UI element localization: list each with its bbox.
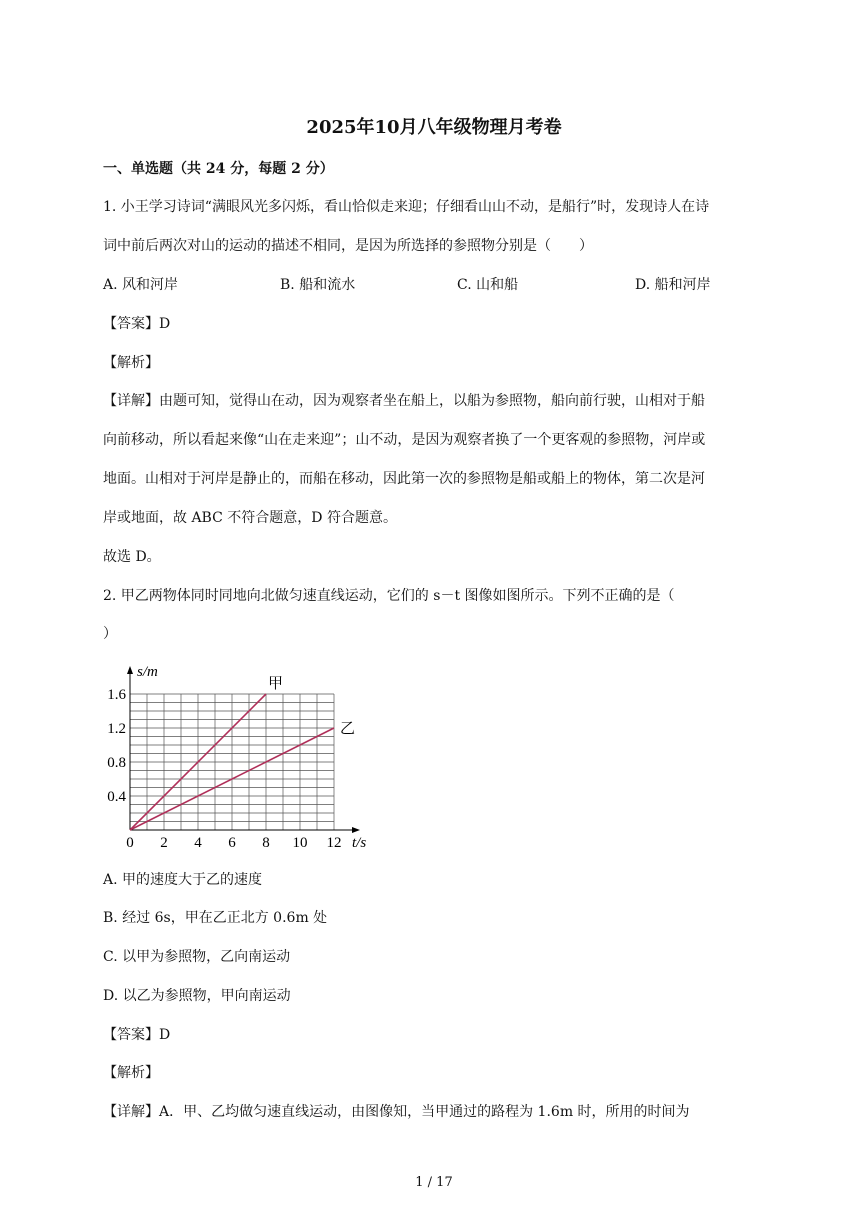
q2-stem-line2: ） [103,626,117,642]
q2-option-b: B. 经过 6s，甲在乙正北方 0.6m 处 [103,910,328,926]
x-tick-label: 2 [160,835,168,851]
q2-option-c: C. 以甲为参照物，乙向南运动 [103,949,291,965]
x-tick-label: 6 [228,835,236,851]
q2-answer: 【答案】D [103,1027,171,1043]
series-label-1: 甲 [268,674,284,692]
q1-option-d: D. 船和河岸 [635,277,711,293]
q1-option-b: B. 船和流水 [280,277,356,293]
y-tick-label: 0.8 [107,755,126,771]
q1-stem-line2: 词中前后两次对山的运动的描述不相同，是因为所选择的参照物分别是（ ） [103,238,593,254]
x-tick-label: 12 [326,835,342,851]
q1-detail-line3: 地面。山相对于河岸是静止的，而船在移动，因此第一次的参照物是船或船上的物体，第二次是河 [103,471,705,487]
q2-detail-line1: 【详解】A．甲、乙均做匀速直线运动，由图像知，当甲通过的路程为 1.6m 时，所用的时间为 [103,1104,690,1120]
q2-analysis-label: 【解析】 [103,1065,159,1081]
q1-analysis-label: 【解析】 [103,355,159,371]
series-label-2: 乙 [340,719,356,737]
q1-answer: 【答案】D [103,316,171,332]
q2-stem-line1: 2. 甲乙两物体同时同地向北做匀速直线运动，它们的 s－t 图像如图所示。下列不正确的是（ [103,588,675,604]
q1-detail-line4: 岸或地面，故 ABC 不符合题意，D 符合题意。 [103,510,397,526]
y-tick-label: 1.2 [107,721,126,737]
y-tick-label: 1.6 [107,687,126,703]
x-tick-label: 10 [292,835,308,851]
section-heading: 一、单选题（共 24 分，每题 2 分） [103,161,334,177]
q1-option-c: C. 山和船 [457,277,519,293]
q1-detail-line1: 【详解】由题可知，觉得山在动，因为观察者坐在船上，以船为参照物，船向前行驶，山相对于船 [103,393,705,409]
q1-conclusion: 故选 D。 [103,549,161,565]
q2-option-a: A. 甲的速度大于乙的速度 [103,872,263,888]
x-tick-label: 0 [126,835,134,851]
q2-option-d: D. 以乙为参照物，甲向南运动 [103,988,291,1004]
y-tick-label: 0.4 [107,789,126,805]
q1-option-a: A. 风和河岸 [103,277,179,293]
x-axis-label: t/s [352,835,367,851]
y-axis-label: s/m [137,664,158,680]
x-axis-arrow [352,827,360,833]
y-axis-arrow [127,666,133,674]
x-tick-label: 8 [262,835,270,851]
x-tick-label: 4 [194,835,202,851]
q1-detail-line2: 向前移动，所以看起来像“山在走来迎”；山不动，是因为观察者换了一个更客观的参照物，河岸或 [103,432,706,448]
q1-stem-line1: 1. 小王学习诗词“满眼风光多闪烁，看山恰似走来迎；仔细看山山不动，是船行”时，发现诗人在诗 [103,199,710,215]
st-graph [100,660,390,855]
page-number: 1 / 17 [415,1175,453,1190]
page-title: 2025年10月八年级物理月考卷 [306,117,562,138]
